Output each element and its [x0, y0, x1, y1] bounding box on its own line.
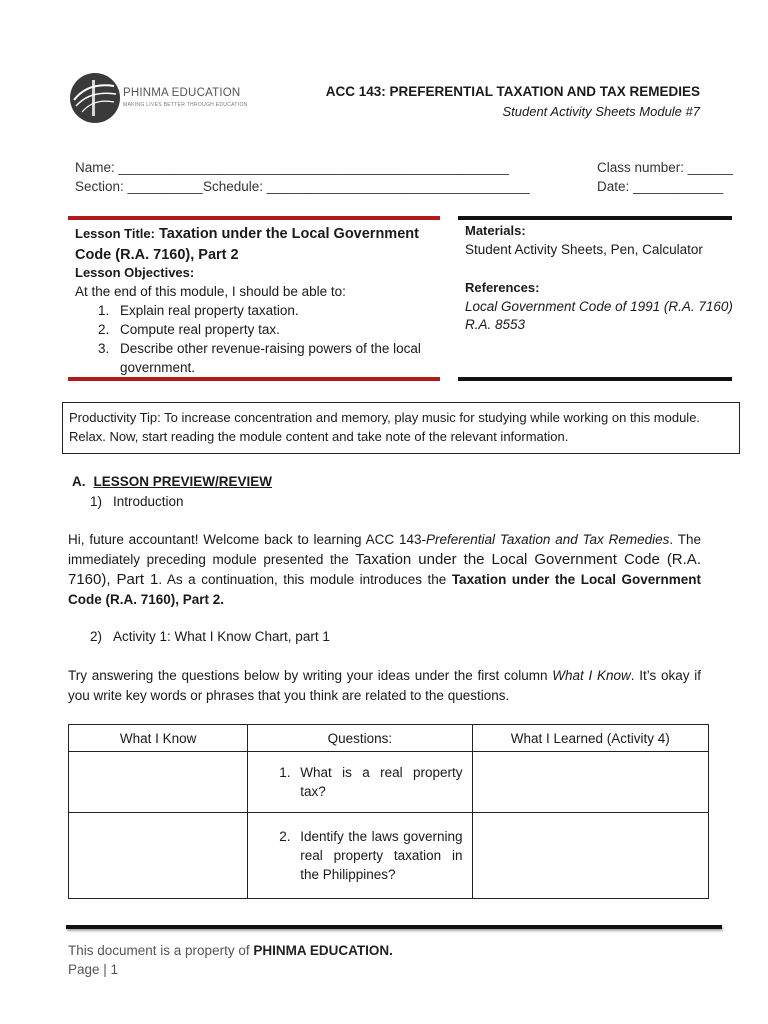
item-1-text: Introduction: [113, 494, 184, 509]
question-number: 2.: [279, 829, 291, 844]
intro-text: . The immediately preceding module presented the: [68, 532, 701, 567]
section-a-heading: [72, 474, 272, 489]
productivity-tip-box: [62, 402, 740, 454]
section-a-label: A.: [72, 474, 86, 489]
objective-number: 1.: [98, 303, 110, 318]
objective-text: Describe other revenue-raising powers of the local government.: [120, 341, 421, 375]
lesson-title-text: Taxation under the Local Government Code (R.A. 7160), Part 2: [75, 226, 419, 263]
references-heading: References:: [465, 280, 540, 295]
materials-top-rule: [458, 216, 732, 220]
answer-cell-know[interactable]: [69, 752, 248, 813]
section-a-title: LESSON PREVIEW/REVIEW: [93, 474, 273, 489]
objectives-intro: At the end of this module, I should be able to:: [75, 284, 346, 299]
logo-tagline: MAKING LIVES BETTER THROUGH EDUCATION: [123, 102, 248, 108]
intro-text: . As a continuation, this module introduces the: [158, 572, 452, 587]
answer-cell-learned[interactable]: [472, 752, 708, 813]
objective-item: [75, 301, 437, 320]
intro-previous-module: Taxation under the Local Government Code (R.A. 7160), Part 1: [68, 551, 701, 588]
question-number: 1.: [279, 765, 291, 780]
reference-item: Local Government Code of 1991 (R.A. 7160): [465, 299, 733, 314]
question-text: Identify the laws governing real property taxation in the Philippines?: [300, 829, 463, 882]
date-field: Date: ____________: [597, 179, 724, 194]
objective-item: [75, 339, 437, 377]
column-header-questions: Questions:: [248, 725, 472, 752]
lesson-title-label: Lesson Title:: [75, 226, 155, 241]
reference-item: R.A. 8553: [465, 317, 526, 332]
instruction-column-name: What I Know: [552, 668, 631, 683]
item-1-number: 1): [90, 494, 103, 509]
activity-instructions: [68, 666, 701, 706]
question-text: What is a real property tax?: [300, 765, 463, 799]
question-cell: [248, 752, 472, 813]
objective-number: 3.: [98, 341, 110, 356]
what-i-know-chart: [68, 724, 709, 899]
tip-line-2: Relax. Now, start reading the module content and take note of the relevant information.: [69, 429, 569, 444]
sheet-subtitle: Student Activity Sheets Module #7: [502, 104, 700, 119]
lesson-bottom-rule: [68, 377, 440, 381]
instruction-text: . It’s okay if you write key words or phrases that you think are related to the questions.: [68, 668, 701, 703]
column-header-what-i-learned: What I Learned (Activity 4): [472, 725, 708, 752]
instruction-text: Try answering the questions below by writing your ideas under the first column: [68, 668, 553, 683]
objective-number: 2.: [98, 322, 110, 337]
section-field: Section: __________: [75, 179, 203, 194]
property-text: This document is a property of: [68, 943, 254, 958]
answer-cell-know[interactable]: [69, 813, 248, 899]
lesson-top-rule: [68, 216, 440, 220]
course-title: ACC 143: PREFERENTIAL TAXATION AND TAX REMEDIES: [325, 84, 700, 99]
intro-text: Hi, future accountant! Welcome back to learning ACC 143-: [68, 532, 426, 547]
item-2-number: 2): [90, 629, 103, 644]
schedule-field: Schedule: ___________________________________: [203, 179, 530, 194]
objectives-heading: Lesson Objectives:: [75, 265, 195, 280]
property-notice: [68, 943, 393, 958]
question-cell: [248, 813, 472, 899]
intro-paragraph: [68, 530, 701, 610]
footer-rule: [66, 925, 722, 929]
objective-item: [75, 320, 437, 339]
materials-bottom-rule: [458, 377, 732, 381]
class-number-field: Class number: ______: [597, 160, 733, 175]
table-header-row: [69, 725, 709, 752]
logo-name: PHINMA EDUCATION: [123, 87, 241, 99]
tip-line-1: Productivity Tip: To increase concentration and memory, play music for studying while working on this module.: [69, 410, 701, 425]
answer-cell-learned[interactable]: [472, 813, 708, 899]
page-number: Page | 1: [68, 962, 119, 977]
objective-text: Compute real property tax.: [120, 322, 280, 337]
table-row: [69, 752, 709, 813]
intro-course-name: Preferential Taxation and Tax Remedies: [425, 532, 670, 547]
materials-text: Student Activity Sheets, Pen, Calculator: [465, 242, 703, 257]
objective-text: Explain real property taxation.: [120, 303, 299, 318]
name-field: Name: ____________________________________________________: [75, 160, 509, 175]
table-row: [69, 813, 709, 899]
lesson-title: [75, 223, 439, 266]
intro-current-module: Taxation under the Local Government Code (R.A. 7160), Part 2.: [68, 572, 702, 607]
materials-heading: Materials:: [465, 223, 526, 238]
property-owner: PHINMA EDUCATION.: [253, 943, 393, 958]
objectives-list: [75, 301, 437, 377]
item-2-text: Activity 1: What I Know Chart, part 1: [113, 629, 330, 644]
column-header-what-i-know: What I Know: [69, 725, 248, 752]
